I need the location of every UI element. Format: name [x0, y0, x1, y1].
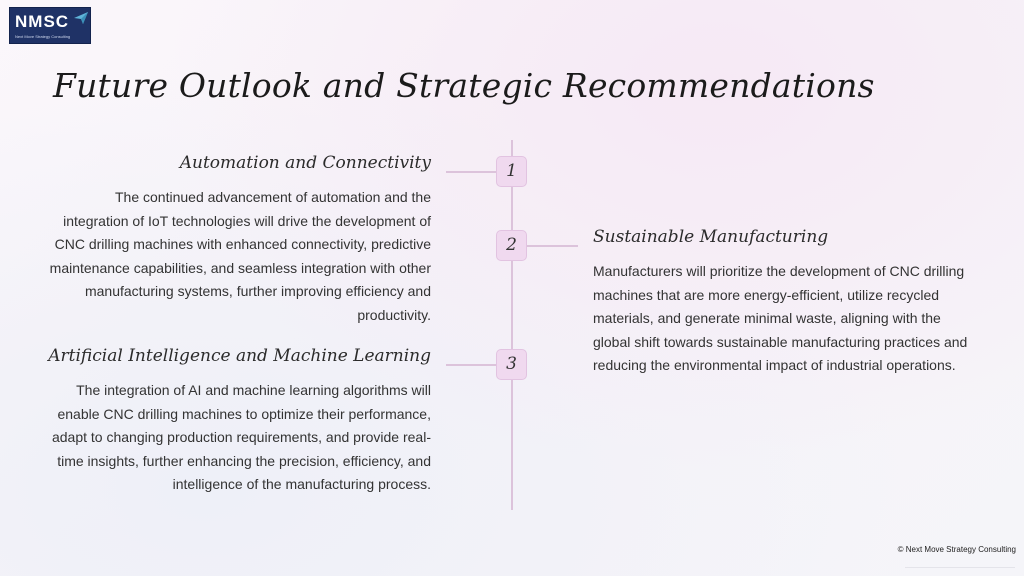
item-heading-ai: Artificial Intelligence and Machine Learning — [48, 346, 431, 366]
footer-divider — [905, 567, 1015, 568]
timeline-marker-3: 3 — [496, 349, 527, 380]
logo-text: NMSC — [15, 12, 70, 31]
item-heading-sustainable: Sustainable Manufacturing — [593, 227, 829, 247]
timeline-marker-1: 1 — [496, 156, 527, 187]
connector-3 — [446, 364, 496, 366]
connector-2 — [527, 245, 578, 247]
item-heading-automation: Automation and Connectivity — [179, 153, 431, 173]
page-title: Future Outlook and Strategic Recommendations — [53, 66, 875, 105]
item-body-ai: The integration of AI and machine learning algorithms will enable CNC drilling machines to optimize their performance, adapt to changing production requirements, and provide real-time insights, further enhancing the precision, efficiency, and intelligence of the manufacturing process. — [51, 382, 431, 492]
logo-tagline: Next Move Strategy Consulting — [15, 34, 71, 39]
timeline-marker-2: 2 — [496, 230, 527, 261]
company-logo — [9, 7, 91, 44]
item-body-automation: The continued advancement of automation and the integration of IoT technologies will drive the development of CNC drilling machines with enhanced connectivity, predictive maintenance capabilities, and seamless integration with other manufacturing systems, further improving efficiency and productivity. — [49, 189, 431, 323]
paper-plane-icon — [74, 12, 88, 24]
timeline-line — [511, 140, 513, 510]
item-body-sustainable: Manufacturers will prioritize the development of CNC drilling machines that are more energy-efficient, utilize recycled materials, and generate minimal waste, aligning with the global shift towards sustainable manufacturing practices and reducing the environmental impact of industrial operations. — [593, 263, 968, 373]
connector-1 — [446, 171, 496, 173]
copyright-footer: © Next Move Strategy Consulting — [897, 545, 1016, 554]
